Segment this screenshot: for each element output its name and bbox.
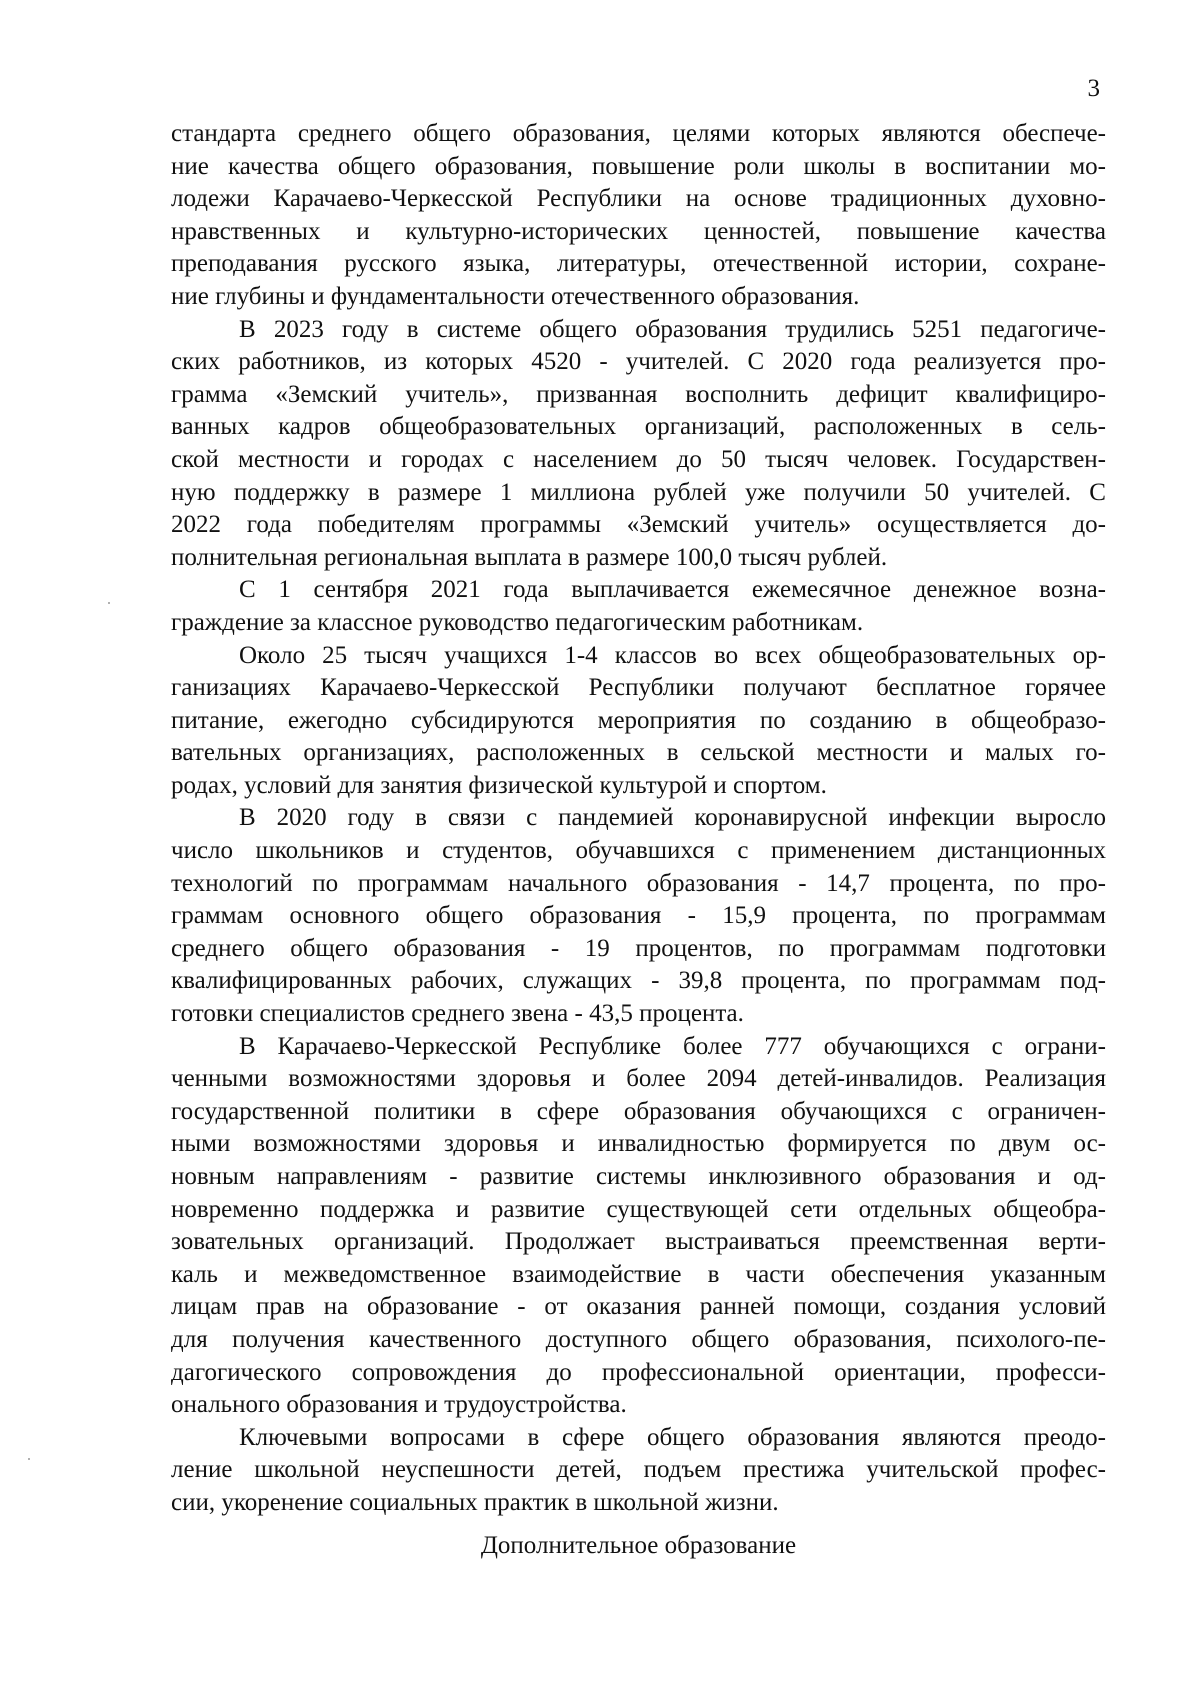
text-line: лодежи Карачаево-Черкесской Республики на основе традиционных духовно- [171,185,1106,213]
text-line: ными возможностями здоровья и инвалидностью формируется по двум ос- [171,1130,1106,1158]
text-line: ских работников, из которых 4520 - учителей. С 2020 года реализуется про- [171,348,1106,376]
text-line: питание, ежегодно субсидируются мероприятия по созданию в общеобразо- [171,706,1106,734]
text-line: В 2023 году в системе общего образования трудились 5251 педагогиче- [239,315,1106,343]
text-line: государственной политики в сфере образования обучающихся с ограничен- [171,1097,1106,1125]
text-line: ганизациях Карачаево-Черкесской Республики получают бесплатное горячее [171,674,1106,702]
text-line: грамма «Земский учитель», призванная восполнить дефицит квалифициро- [171,380,1106,408]
text-line: вательных организациях, расположенных в сельской местности и малых го- [171,739,1106,767]
text-line: зовательных организаций. Продолжает выстраиваться преемственная верти- [171,1228,1106,1256]
scan-speck [108,602,110,604]
paragraph [171,118,1106,314]
text-line: стандарта среднего общего образования, целями которых являются обеспече- [171,120,1106,147]
text-line: новременно поддержка и развитие существующей сети отдельных общеобра- [171,1195,1106,1223]
text-line: новным направлениям - развитие системы инклюзивного образования и од- [171,1163,1106,1190]
text-line: нравственных и культурно-исторических ценностей, повышение качества [171,217,1106,245]
text-line: для получения качественного доступного общего образования, психолого-пе- [171,1325,1106,1353]
section-heading: Дополнительное образование [480,1532,797,1559]
text-line: сии, укоренение социальных практик в школьной жизни. [171,1488,779,1516]
text-line: ченными возможностями здоровья и более 2094 детей-инвалидов. Реализация [171,1065,1106,1093]
text-line: ние качества общего образования, повышение роли школы в воспитании мо- [171,152,1106,180]
text-line: В Карачаево-Черкесской Республике более 777 обучающихся с ограни- [239,1032,1106,1060]
paragraph [171,314,1106,575]
text-line: готовки специалистов среднего звена - 43,5 процента. [171,1000,744,1028]
text-line: ление школьной неуспешности детей, подъем престижа учительской профес- [171,1456,1106,1484]
document-body [171,118,1106,1520]
text-line: В 2020 году в связи с пандемией коронавирусной инфекции выросло [239,804,1106,832]
page-number: 3 [1087,75,1100,102]
paragraph [171,574,1106,639]
text-line: дагогического сопровождения до профессиональной ориентации, професси- [171,1358,1106,1386]
paragraph [171,640,1106,803]
scan-speck [28,1458,30,1460]
text-line: ской местности и городах с населением до 50 тысяч человек. Государствен- [171,445,1106,473]
text-line: технологий по программам начального образования - 14,7 процента, по про- [171,869,1106,897]
text-line: число школьников и студентов, обучавшихся с применением дистанционных [171,837,1106,865]
paragraph [171,1422,1106,1520]
text-line: онального образования и трудоустройства. [171,1391,627,1419]
text-line: граждение за классное руководство педагогическим работникам. [171,608,864,636]
text-line: среднего общего образования - 19 процентов, по программам подготовки [171,934,1106,962]
text-line: полнительная региональная выплата в размере 100,0 тысяч рублей. [171,543,888,571]
text-line: граммам основного общего образования - 15,9 процента, по программам [171,902,1106,930]
text-line: ванных кадров общеобразовательных организаций, расположенных в сель- [171,413,1106,441]
text-line: каль и межведомственное взаимодействие в части обеспечения указанным [171,1260,1106,1288]
text-line: лицам прав на образование - от оказания ранней помощи, создания условий [171,1293,1106,1321]
text-line: Около 25 тысяч учащихся 1-4 классов во всех общеобразовательных ор- [239,641,1106,669]
text-line: С 1 сентября 2021 года выплачивается ежемесячное денежное возна- [239,576,1106,604]
text-line: 2022 года победителям программы «Земский учитель» осуществляется до- [171,511,1106,539]
paragraph [171,1031,1106,1422]
text-line: преподавания русского языка, литературы, отечественной истории, сохране- [171,250,1106,278]
text-line: родах, условий для занятия физической культурой и спортом. [171,771,827,799]
text-line: ную поддержку в размере 1 миллиона рублей уже получили 50 учителей. С [171,478,1106,506]
text-line: квалифицированных рабочих, служащих - 39,8 процента, по программам под- [171,967,1106,995]
paragraph [171,802,1106,1030]
text-line: Ключевыми вопросами в сфере общего образования являются преодо- [239,1423,1106,1451]
text-line: ние глубины и фундаментальности отечественного образования. [171,282,860,310]
